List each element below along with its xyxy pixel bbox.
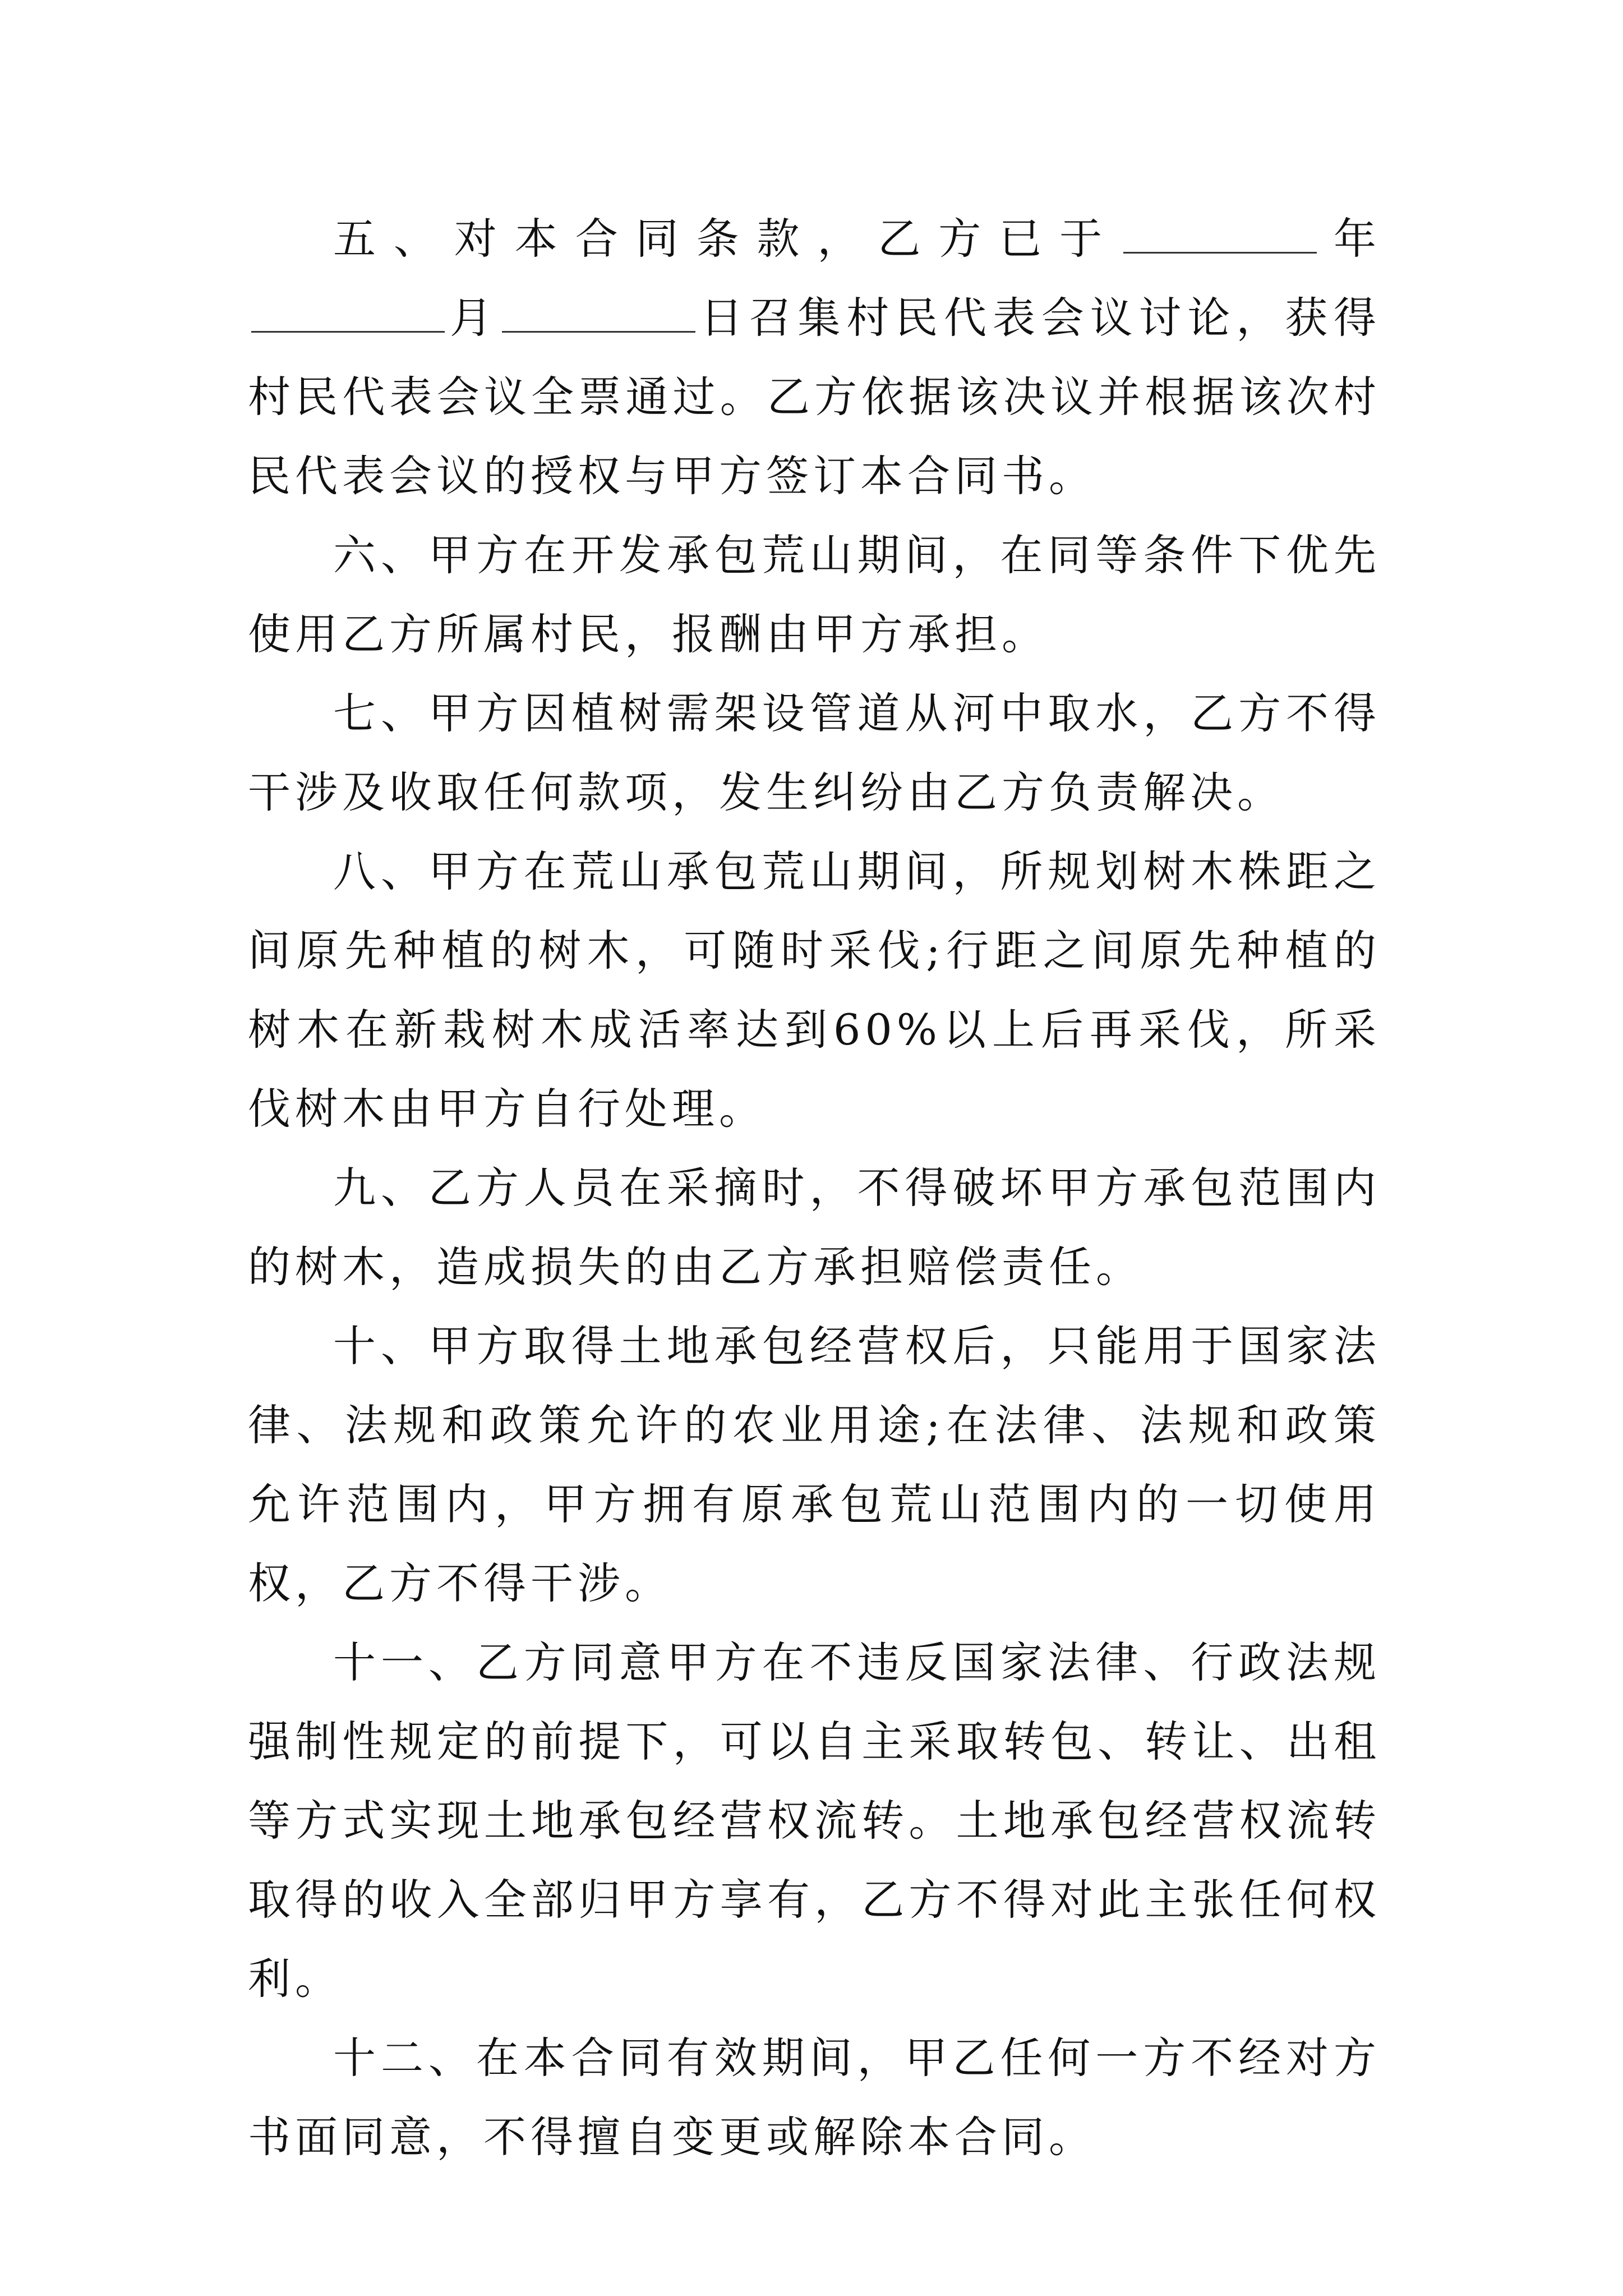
clause-5-text-d: 日召集村民代表会议讨论，获得村民代表会议全票通过。乙方依据该决议并根据该次村民代表会议的授权与甲方签订本合同书。 [248,293,1381,501]
month-blank [251,297,445,333]
clause-10: 十、甲方取得土地承包经营权后，只能用于国家法律、法规和政策允许的农业用途;在法律、法规和政策允许范围内，甲方拥有原承包荒山范围内的一切使用权，乙方不得干涉。 [248,1321,1381,1608]
clause-11: 十一、乙方同意甲方在不违反国家法律、行政法规强制性规定的前提下，可以自主采取转包、转让、出租等方式实现土地承包经营权流转。土地承包经营权流转取得的收入全部归甲方享有，乙方不得对此主张任何权利。 [248,1637,1381,2004]
clause-5-text-a: 五、对本合同条款，乙方已于 [333,214,1121,264]
clause-9: 九、乙方人员在采摘时，不得破坏甲方承包范围内的树木，造成损失的由乙方承担赔偿责任。 [248,1163,1381,1292]
clause-5-text-b: 年 [1320,214,1381,264]
clause-5-text-c: 月 [448,293,499,343]
clause-12: 十二、在本合同有效期间，甲乙任何一方不经对方书面同意，不得擅自变更或解除本合同。 [248,2033,1381,2162]
clause-7: 七、甲方因植树需架设管道从河中取水，乙方不得干涉及收取任何款项，发生纠纷由乙方负责解决。 [248,688,1381,817]
clause-6: 六、甲方在开发承包荒山期间，在同等条件下优先使用乙方所属村民，报酬由甲方承担。 [248,530,1381,659]
clause-8: 八、甲方在荒山承包荒山期间，所规划树木株距之间原先种植的树木，可随时采伐;行距之间原先种植的树木在新栽树木成活率达到60%以上后再采伐，所采伐树木由甲方自行处理。 [248,846,1381,1134]
clause-5 [248,199,1381,516]
day-blank [502,297,695,333]
contract-body [248,199,1381,2177]
year-blank [1123,218,1317,254]
